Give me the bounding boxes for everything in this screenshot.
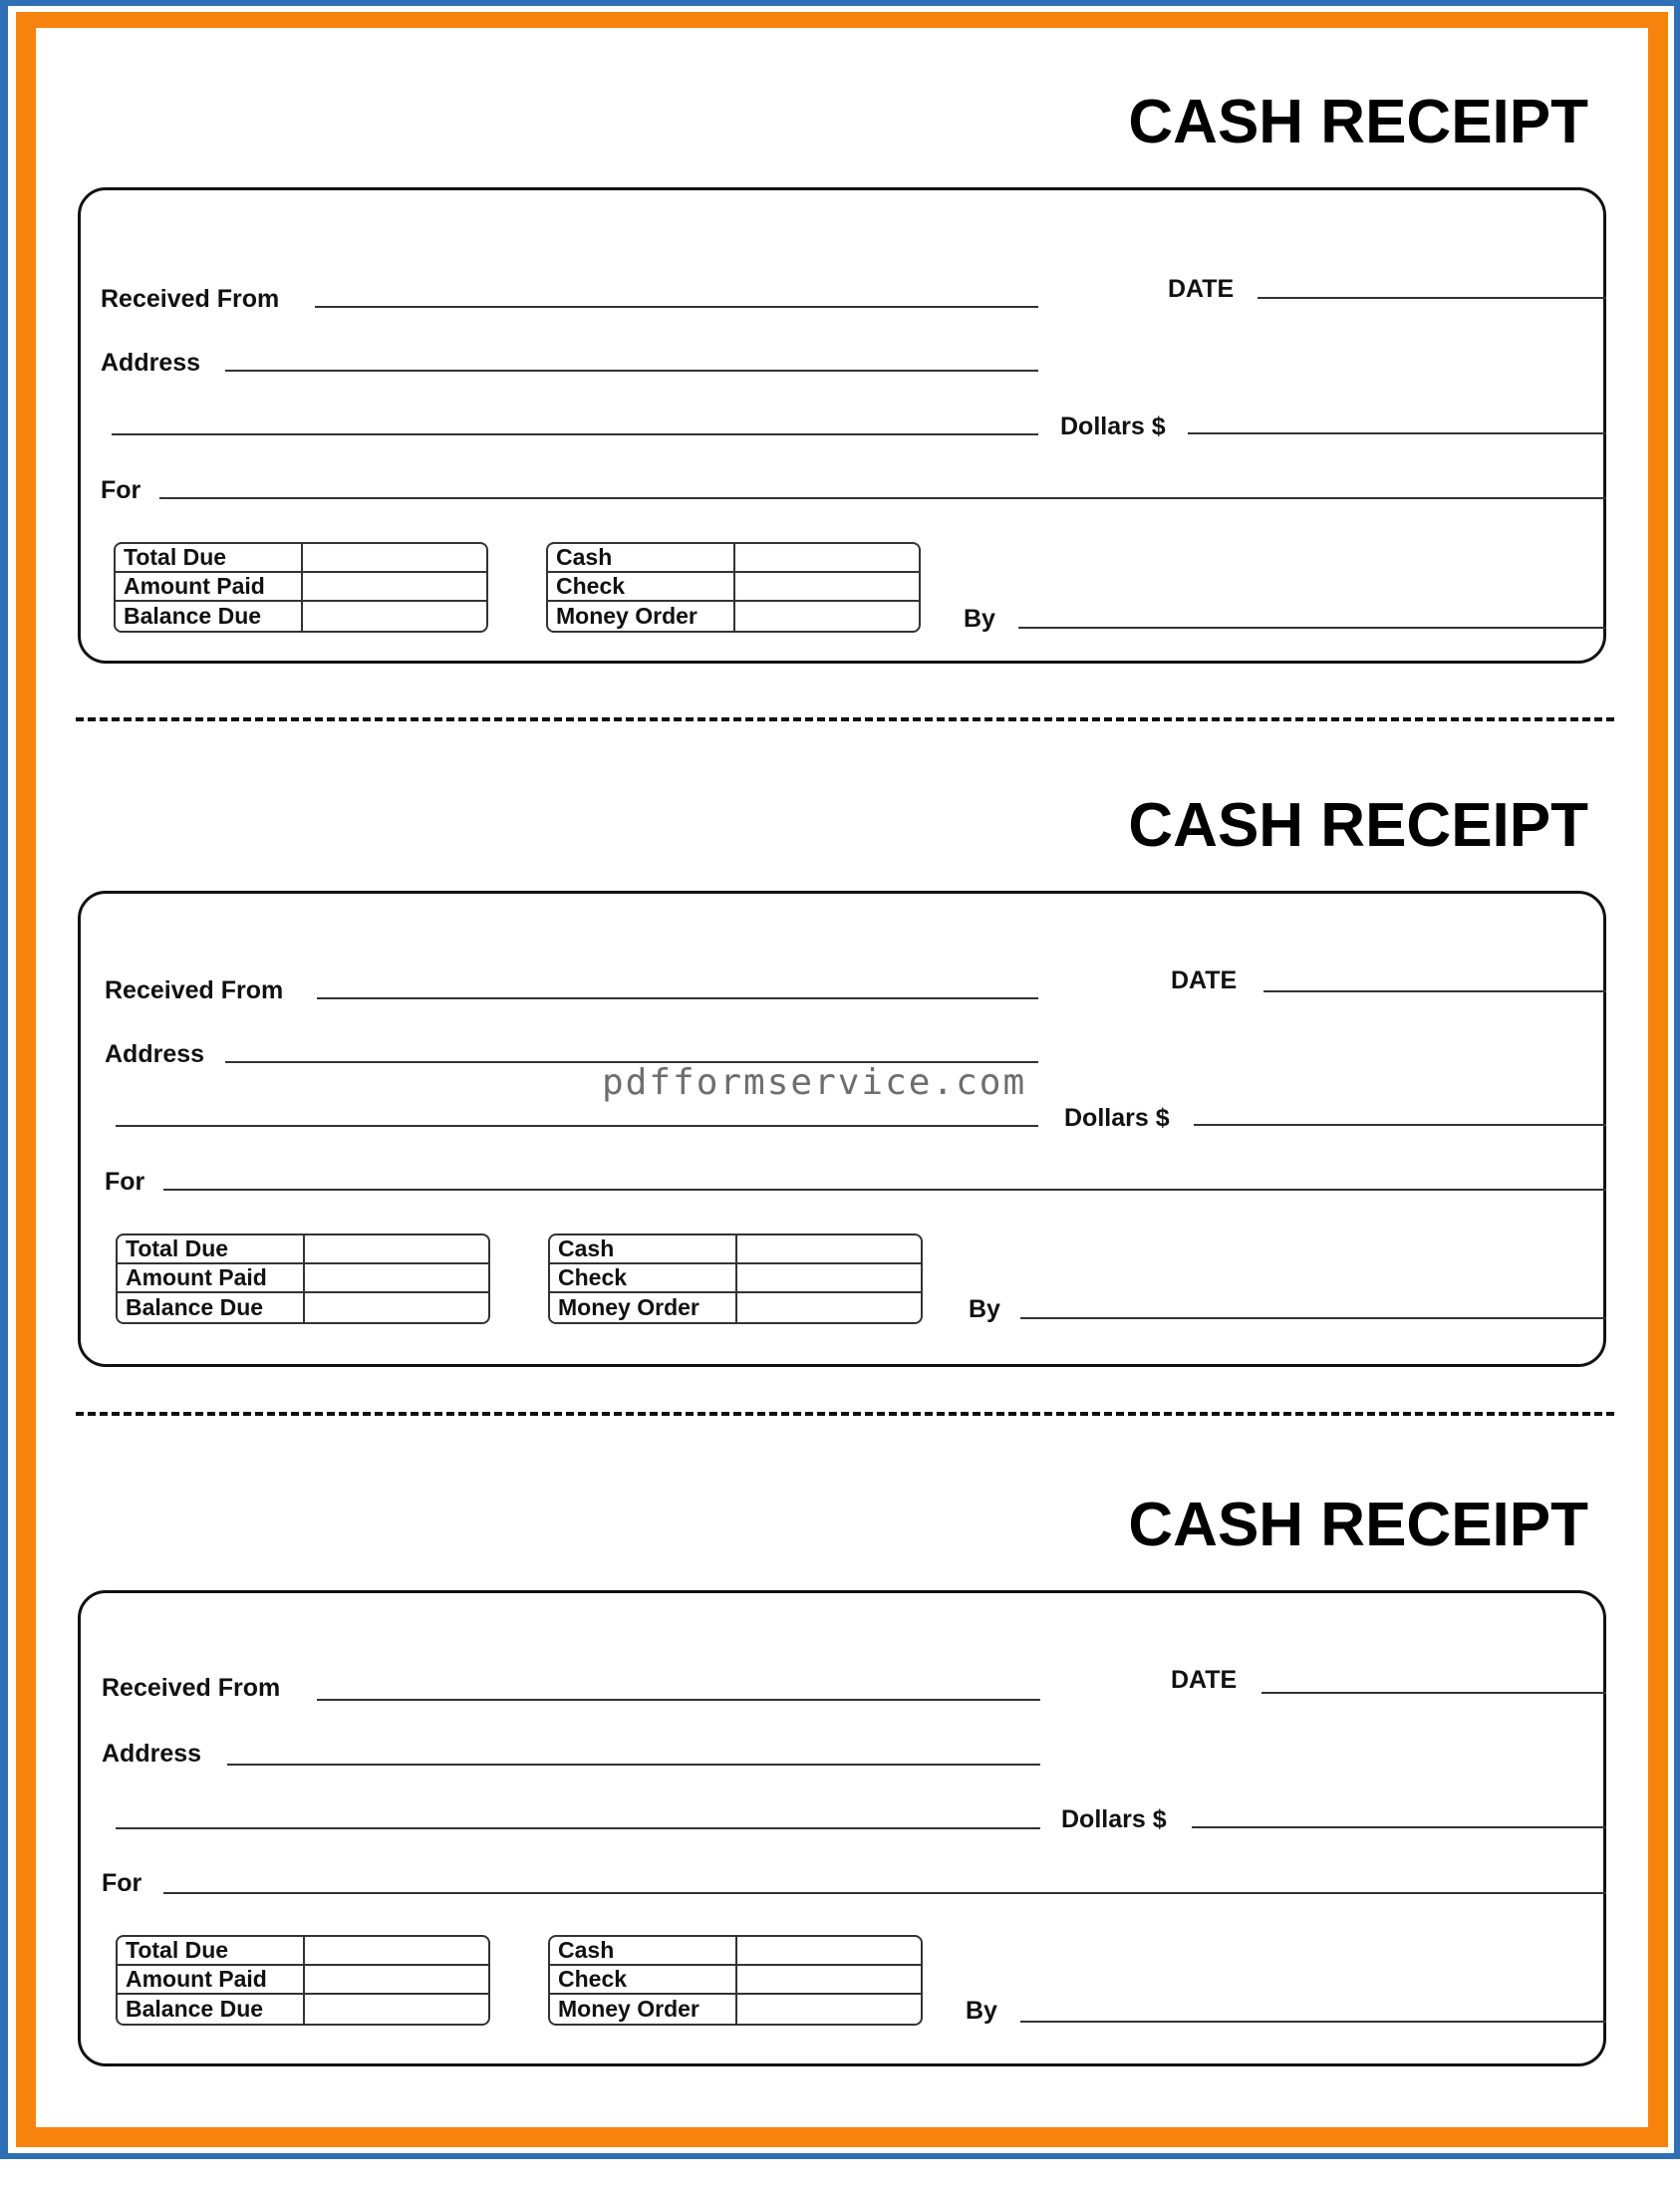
address-line-2-field[interactable] bbox=[112, 433, 1038, 435]
received-from-field[interactable] bbox=[317, 1699, 1040, 1701]
for-field[interactable] bbox=[159, 497, 1606, 499]
money-order-label: Money Order bbox=[556, 603, 698, 629]
cash-receipt-2 bbox=[0, 791, 1680, 1493]
by-field[interactable] bbox=[1020, 2021, 1606, 2023]
money-order-field[interactable] bbox=[735, 1995, 921, 2024]
cash-label: Cash bbox=[550, 1937, 735, 1966]
totals-table bbox=[116, 1935, 490, 2026]
cash-label: Cash bbox=[548, 544, 733, 573]
for-field[interactable] bbox=[163, 1892, 1606, 1894]
dollars-label: Dollars $ bbox=[1060, 412, 1166, 440]
date-field[interactable] bbox=[1261, 1692, 1606, 1694]
total-due-field[interactable] bbox=[303, 1235, 488, 1264]
receipt-title: CASH RECEIPT bbox=[1128, 88, 1588, 156]
check-field[interactable] bbox=[735, 1264, 921, 1293]
by-field[interactable] bbox=[1018, 627, 1606, 629]
date-label: DATE bbox=[1171, 966, 1238, 994]
for-label: For bbox=[102, 1869, 142, 1897]
amount-paid-field[interactable] bbox=[303, 1966, 488, 1995]
balance-due-field[interactable] bbox=[303, 1293, 488, 1322]
check-label: Check bbox=[550, 1264, 735, 1293]
payment-method-table bbox=[548, 1233, 923, 1324]
check-field[interactable] bbox=[733, 573, 919, 602]
received-from-field[interactable] bbox=[315, 306, 1038, 308]
money-order-field[interactable] bbox=[735, 1293, 921, 1322]
amount-paid-field[interactable] bbox=[301, 573, 486, 602]
payment-method-table bbox=[546, 542, 921, 633]
address-line-2-field[interactable] bbox=[116, 1827, 1040, 1829]
totals-table bbox=[114, 542, 488, 633]
total-due-field[interactable] bbox=[301, 544, 486, 573]
received-from-label: Received From bbox=[101, 285, 280, 313]
cash-field[interactable] bbox=[733, 544, 919, 573]
balance-due-label: Balance Due bbox=[124, 603, 262, 629]
receipt-title: CASH RECEIPT bbox=[1128, 1491, 1588, 1559]
received-from-label: Received From bbox=[102, 1674, 281, 1702]
check-label: Check bbox=[548, 573, 733, 602]
money-order-label: Money Order bbox=[558, 1996, 700, 2022]
amount-paid-label: Amount Paid bbox=[118, 1966, 303, 1995]
amount-paid-field[interactable] bbox=[303, 1264, 488, 1293]
address-label: Address bbox=[101, 349, 201, 377]
dollars-label: Dollars $ bbox=[1061, 1805, 1167, 1833]
payment-method-table bbox=[548, 1935, 923, 2026]
cash-field[interactable] bbox=[735, 1235, 921, 1264]
dollars-field[interactable] bbox=[1194, 1124, 1606, 1126]
check-label: Check bbox=[550, 1966, 735, 1995]
address-line-2-field[interactable] bbox=[116, 1125, 1038, 1127]
cash-label: Cash bbox=[550, 1235, 735, 1264]
cash-field[interactable] bbox=[735, 1937, 921, 1966]
watermark-text: pdfformservice.com bbox=[602, 1062, 1027, 1103]
totals-table bbox=[116, 1233, 490, 1324]
balance-due-label: Balance Due bbox=[126, 1294, 264, 1320]
total-due-field[interactable] bbox=[303, 1937, 488, 1966]
amount-paid-label: Amount Paid bbox=[116, 573, 301, 602]
date-label: DATE bbox=[1171, 1666, 1238, 1694]
date-label: DATE bbox=[1168, 275, 1235, 303]
balance-due-field[interactable] bbox=[303, 1995, 488, 2024]
money-order-field[interactable] bbox=[733, 602, 919, 631]
address-label: Address bbox=[102, 1740, 202, 1768]
by-label: By bbox=[969, 1295, 1000, 1323]
cash-receipt-1 bbox=[0, 88, 1680, 789]
dollars-field[interactable] bbox=[1188, 432, 1606, 434]
date-field[interactable] bbox=[1263, 990, 1606, 992]
date-field[interactable] bbox=[1258, 297, 1606, 299]
cash-receipt-3 bbox=[0, 1491, 1680, 2192]
dollars-label: Dollars $ bbox=[1064, 1104, 1170, 1132]
address-label: Address bbox=[105, 1040, 205, 1068]
balance-due-label: Balance Due bbox=[126, 1996, 264, 2022]
address-field[interactable] bbox=[227, 1764, 1040, 1766]
dollars-field[interactable] bbox=[1192, 1826, 1606, 1828]
received-from-field[interactable] bbox=[317, 997, 1038, 999]
for-label: For bbox=[105, 1168, 145, 1196]
by-label: By bbox=[964, 605, 995, 633]
check-field[interactable] bbox=[735, 1966, 921, 1995]
money-order-label: Money Order bbox=[558, 1294, 700, 1320]
total-due-label: Total Due bbox=[116, 544, 301, 573]
cut-line-2 bbox=[76, 1412, 1614, 1416]
address-field[interactable] bbox=[225, 370, 1038, 372]
for-label: For bbox=[101, 476, 141, 504]
cut-line-1 bbox=[76, 717, 1614, 721]
receipt-title: CASH RECEIPT bbox=[1128, 791, 1588, 860]
received-from-label: Received From bbox=[105, 976, 284, 1004]
total-due-label: Total Due bbox=[118, 1235, 303, 1264]
by-field[interactable] bbox=[1020, 1317, 1606, 1319]
total-due-label: Total Due bbox=[118, 1937, 303, 1966]
for-field[interactable] bbox=[163, 1189, 1606, 1191]
amount-paid-label: Amount Paid bbox=[118, 1264, 303, 1293]
by-label: By bbox=[966, 1997, 997, 2025]
balance-due-field[interactable] bbox=[301, 602, 486, 631]
